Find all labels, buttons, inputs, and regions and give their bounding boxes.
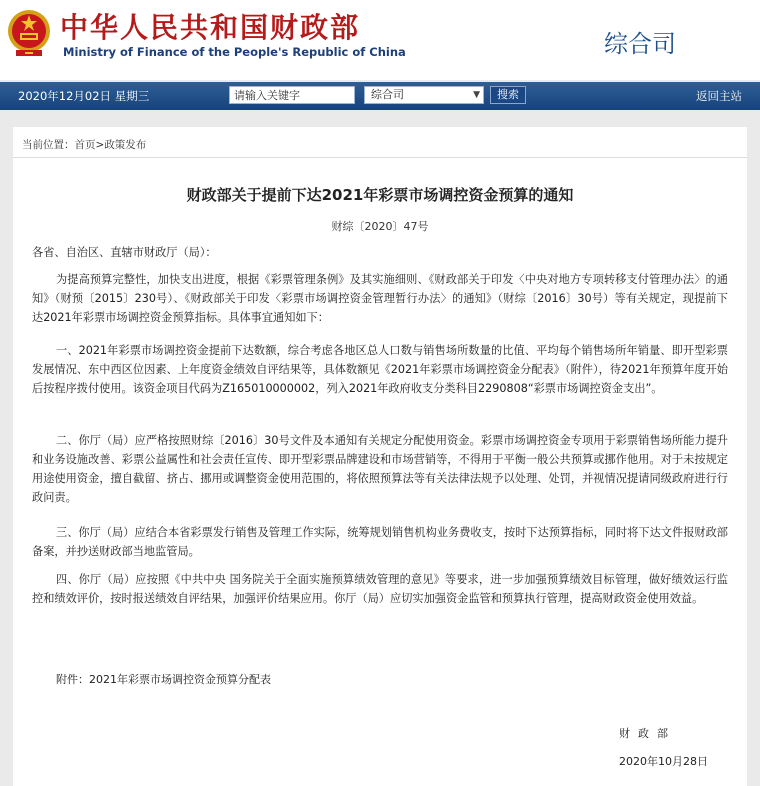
site-title-cn: 中华人民共和国财政部	[60, 11, 361, 44]
search-button[interactable]: 搜索	[490, 86, 526, 104]
department-name: 综合司	[604, 30, 676, 58]
article-panel	[13, 127, 747, 786]
article-title: 财政部关于提前下达2021年彩票市场调控资金预算的通知	[186, 186, 574, 204]
return-home-link[interactable]: 返回主站	[696, 89, 742, 103]
current-date: 2020年12月02日 星期三	[18, 89, 150, 103]
article-paragraph: 一、2021年彩票市场调控资金提前下达数额，综合考虑各地区总人口数与销售场所数量的比值、平均每个销售场所年销量、即开型彩票发展情况、东中西区位因素、上年度资金绩效自评结果等，具体数额见《2021年彩票市场调控资金分配表》（附件），待2021年预算年度开始后按程序拨付使用。该资金项目代码为Z165010000002，列入2021年政府收支分类科目2290808“彩票市场调控资金支出”。	[32, 344, 728, 395]
national-emblem-icon	[6, 6, 52, 60]
breadcrumb	[22, 137, 146, 152]
article-paragraph: 二、你厅（局）应严格按照财综〔2016〕30号文件及本通知有关规定分配使用资金。彩票市场调控资金专项用于彩票销售场所能力提升和业务设施改善、彩票公益属性和社会责任宣传、即开型彩票品牌建设和市场营销等，不得用于平衡一般公共预算或挪作他用。对于未按规定用途使用资金，擅自截留、挤占、挪用或调整资金使用范围的，将依照预算法等有关法律法规予以处理、处罚，并视情况提请同级政府进行行政问责。	[32, 434, 728, 504]
attachment-link[interactable]: 附件：2021年彩票市场调控资金预算分配表	[56, 673, 271, 686]
divider	[13, 157, 747, 158]
site-header	[0, 0, 760, 80]
site-title-en: Ministry of Finance of the People's Republic of China	[63, 45, 406, 59]
breadcrumb-label: 当前位置：	[22, 139, 75, 151]
nav-bar	[0, 82, 760, 110]
chevron-down-icon: ▼	[473, 90, 480, 100]
article-paragraph: 四、你厅（局）应按照《中共中央 国务院关于全面实施预算绩效管理的意见》等要求，进一步加强预算绩效目标管理，做好绩效运行监控和绩效评价，按时报送绩效自评结果，加强评价结果应用。你厅（局）应切实加强资金监管和预算执行管理，提高财政资金使用效益。	[32, 573, 728, 605]
salutation: 各省、自治区、直辖市财政厅（局）：	[32, 246, 217, 259]
document-number: 财综〔2020〕47号	[331, 220, 429, 233]
breadcrumb-separator: >	[95, 139, 105, 151]
sign-date: 2020年10月28日	[619, 755, 708, 768]
search-input[interactable]: 请输入关键字	[229, 86, 355, 104]
article-paragraph: 为提高预算完整性，加快支出进度，根据《彩票管理条例》及其实施细则、《财政部关于印发〈中央对地方专项转移支付管理办法〉的通知》（财预〔2015〕230号）、《财政部关于印发〈彩票市场调控资金管理暂行办法〉的通知》（财综〔2016〕30号）等有关规定，现提前下达2021年彩票市场调控资金预算指标。具体事宜通知如下：	[32, 273, 728, 324]
breadcrumb-home-link[interactable]: 首页	[74, 139, 96, 151]
article-paragraph: 三、你厅（局）应结合本省彩票发行销售及管理工作实际，统筹规划销售机构业务费收支，按时下达预算指标，同时将下达文件报财政部备案，并抄送财政部当地监管局。	[32, 526, 728, 558]
signer: 财政部	[619, 727, 676, 740]
department-select[interactable]	[364, 86, 484, 104]
breadcrumb-section-link[interactable]: 政策发布	[104, 139, 147, 151]
department-select-value: 综合司	[371, 88, 404, 101]
